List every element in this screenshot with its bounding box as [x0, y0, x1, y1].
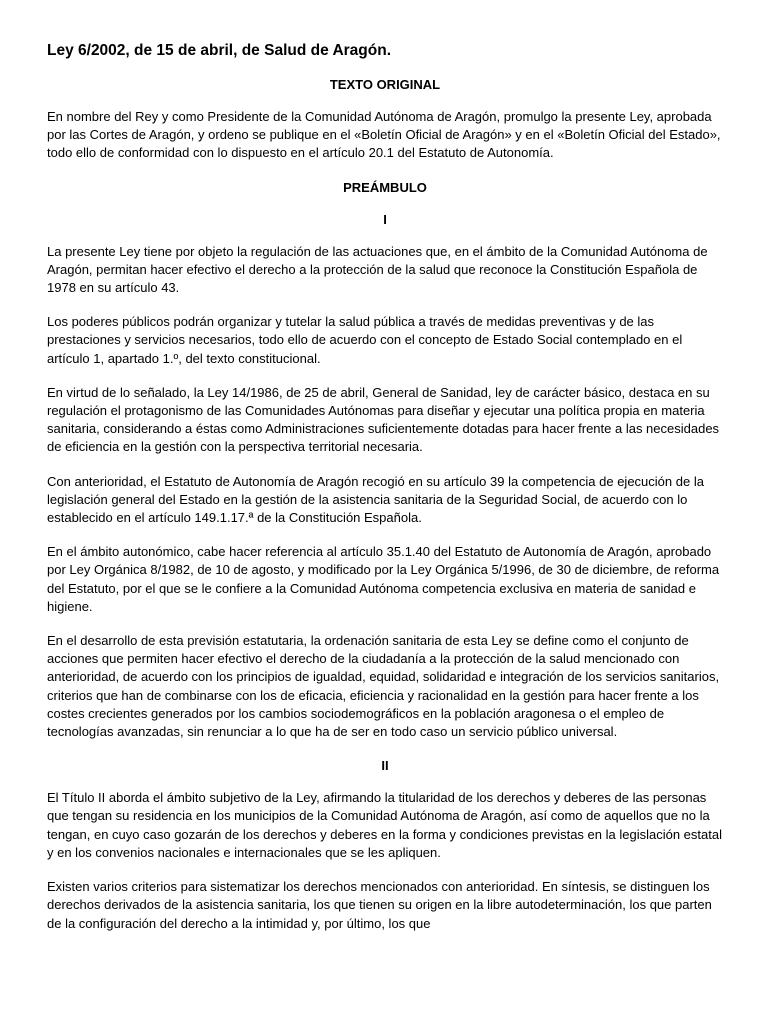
paragraph: En el ámbito autonómico, cabe hacer referencia al artículo 35.1.40 del Estatuto de Autonomía de Aragón, aprobado por Ley Orgánica 8/1982, de 10 de agosto, y modificado por la Ley Orgánica 5/1996, de 30 de diciembre, de reforma del Estatuto, por el que se le confiere a la Comunidad Autónoma competencia exclusiva en materia de sanidad e higiene.	[47, 544, 720, 614]
paragraph: En virtud de lo señalado, la Ley 14/1986, de 25 de abril, General de Sanidad, ley de carácter básico, destaca en su regulación el protagonismo de las Comunidades Autónomas para diseñar y ejecutar una política propia en materia sanitaria, considerando a éstas como Administraciones suficientemente dotadas para hacer frente a las necesidades de eficiencia en la gestión con la perspectiva territorial necesaria.	[47, 384, 720, 455]
intro-paragraph: En nombre del Rey y como Presidente de la Comunidad Autónoma de Aragón, promulgo la presente Ley, aprobada por las Cortes de Aragón, y ordeno se publique en el «Boletín Oficial de Aragón» y en el «Boletín Oficial del Estado», todo ello de conformidad con lo dispuesto en el artículo 20.1 del Estatuto de Autonomía.	[47, 109, 721, 161]
document-page	[47, 40, 723, 949]
paragraph: El Título II aborda el ámbito subjetivo de la Ley, afirmando la titularidad de los derechos y deberes de las personas que tengan su residencia en los municipios de la Comunidad Autónoma de Aragón, así como de aquellos que no la tengan, en cuyo caso gozarán de los derechos y deberes en la forma y condiciones previstas en la legislación estatal y en los convenios nacionales e internacionales que se les apliquen.	[47, 790, 722, 860]
paragraph: Con anterioridad, el Estatuto de Autonomía de Aragón recogió en su artículo 39 la competencia de ejecución de la legislación general del Estado en la gestión de la asistencia sanitaria de la Seguridad Social, de acuerdo con lo establecido en el artículo 149.1.17.ª de la Constitución Española.	[47, 473, 704, 526]
paragraph: La presente Ley tiene por objeto la regulación de las actuaciones que, en el ámbito de la Comunidad Autónoma de Aragón, permitan hacer efectivo el derecho a la protección de la salud que reconoce la Constitución Española de 1978 en su artículo 43.	[47, 243, 708, 296]
section-heading: I	[383, 211, 387, 227]
document-title: Ley 6/2002, de 15 de abril, de Salud de Aragón.	[47, 42, 391, 59]
paragraph: Los poderes públicos podrán organizar y tutelar la salud pública a través de medidas preventivas y de las prestaciones y servicios necesarios, todo ello de acuerdo con el concepto de Estado Social contemplado en el artículo 1, apartado 1.º, del texto constitucional.	[47, 314, 683, 366]
section-heading: II	[381, 758, 389, 774]
preamble-heading: PREÁMBULO	[343, 179, 427, 195]
paragraph: Existen varios criterios para sistematizar los derechos mencionados con anterioridad. En síntesis, se distinguen los derechos derivados de la asistencia sanitaria, los que tienen su origen en la libre autodeterminación, los que parten de la configuración del derecho a la intimidad y, por último, los que	[47, 879, 712, 931]
paragraph: En el desarrollo de esta previsión estatutaria, la ordenación sanitaria de esta Ley se define como el conjunto de acciones que permiten hacer efectivo el derecho de la ciudadanía a la protección de la salud mencionado con anterioridad, de acuerdo con los principios de igualdad, equidad, solidaridad e integración de los servicios sanitarios, criterios que han de combinarse con los de eficacia, eficiencia y racionalidad en la gestión para hacer frente a los costes crecientes generados por los cambios sociodemográficos en la población aragonesa o el empleo de tecnologías avanzadas, sin renunciar a lo que ha de ser en todo caso un servicio público universal.	[47, 633, 720, 740]
document-subtitle: TEXTO ORIGINAL	[329, 77, 441, 92]
